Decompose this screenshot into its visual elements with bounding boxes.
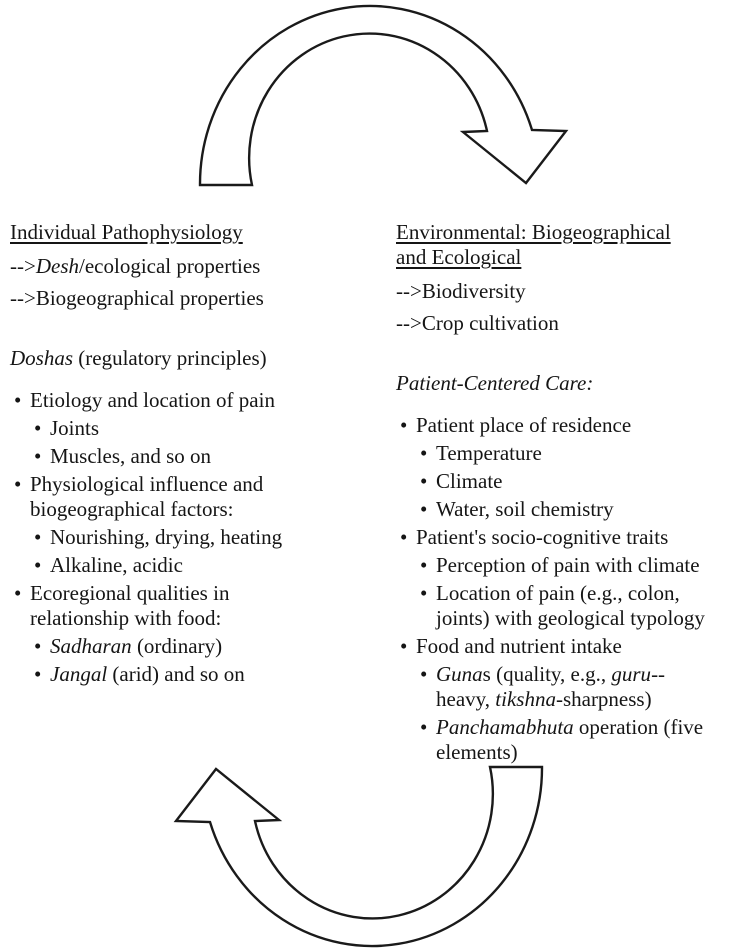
text-segment: Sadharan [50, 634, 132, 658]
bullet-text [436, 553, 700, 577]
bullet-text [436, 581, 705, 630]
bullet-item [396, 441, 738, 466]
text-segment: Panchamabhuta [436, 715, 574, 739]
text-segment: guru [611, 662, 652, 686]
bullet-text [50, 553, 183, 577]
bullet-item [10, 388, 378, 413]
right-column-heading [396, 220, 738, 270]
text-segment: heavy, [436, 687, 496, 711]
cycle-arrow-top-icon [200, 6, 566, 185]
text-segment: Food and nutrient intake [416, 634, 622, 658]
bullet-text [30, 388, 275, 412]
bullet-item [396, 525, 738, 550]
bullet-text [436, 662, 665, 711]
bullet-text [50, 416, 99, 440]
text-segment: biogeographical factors: [30, 497, 234, 521]
bullet-item [10, 662, 378, 687]
text-segment: relationship with food: [30, 606, 222, 630]
bullet-item [396, 497, 738, 522]
text-segment: Ecoregional qualities in [30, 581, 230, 605]
text-segment: Location of pain (e.g., colon, [436, 581, 680, 605]
bullet-text [416, 525, 668, 549]
text-segment: Joints [50, 416, 100, 440]
bullet-item [10, 472, 378, 522]
right-mapping-line-2 [396, 311, 738, 336]
left-column-heading [10, 220, 378, 245]
text-segment: -->Biodiversity [396, 279, 526, 303]
text-segment: s (quality, e.g., [482, 662, 612, 686]
bullet-item [10, 581, 378, 631]
text-segment: Physiological influence and [30, 472, 264, 496]
bullet-item [396, 413, 738, 438]
bullet-text [50, 634, 222, 658]
text-segment: (arid) and so on [107, 662, 245, 686]
text-segment: operation (five [573, 715, 704, 739]
text-segment: joints) with geological typology [436, 606, 705, 630]
text-segment: Desh [35, 254, 80, 278]
left-mapping-line-2 [10, 286, 378, 311]
bullet-item [396, 662, 738, 712]
text-segment: Temperature [436, 441, 542, 465]
bullet-text [50, 444, 211, 468]
bullet-text [416, 413, 631, 437]
text-segment: /ecological properties [79, 254, 261, 278]
text-segment: (ordinary) [131, 634, 223, 658]
bullet-text [436, 497, 614, 521]
text-segment: -sharpness) [555, 687, 652, 711]
individual-pathophysiology-section [10, 220, 378, 690]
bullet-item [10, 634, 378, 659]
bullet-item [10, 525, 378, 550]
text-segment: elements) [436, 740, 518, 764]
bullet-item [10, 444, 378, 469]
text-segment: Muscles, and so on [50, 444, 211, 468]
left-mapping-line-1 [10, 254, 378, 279]
bullet-text [50, 525, 282, 549]
bullet-text [416, 634, 622, 658]
bullet-item [10, 553, 378, 578]
bullet-item [396, 469, 738, 494]
text-segment: Guna [436, 662, 483, 686]
bullet-text [30, 581, 229, 630]
text-segment: Climate [436, 469, 503, 493]
text-segment: -- [651, 662, 666, 686]
right-section-label [396, 371, 738, 396]
environmental-section [396, 220, 738, 768]
text-segment: -->Biogeographical properties [10, 286, 264, 310]
bullet-text [436, 715, 703, 764]
text-segment: Patient-Centered Care: [396, 371, 594, 395]
cycle-arrow-bottom-icon [176, 767, 542, 946]
text-segment: Water, soil chemistry [436, 497, 614, 521]
bullet-item [396, 581, 738, 631]
text-segment: --> [10, 254, 36, 278]
text-segment: Jangal [50, 662, 108, 686]
text-segment: Doshas [10, 346, 74, 370]
bullet-item [396, 715, 738, 765]
bullet-item [396, 634, 738, 659]
text-segment: (regulatory principles) [73, 346, 267, 370]
bullet-text [50, 662, 245, 686]
text-segment: Individual Pathophysiology [10, 220, 243, 244]
right-bullet-list [396, 413, 738, 765]
left-bullet-list [10, 388, 378, 687]
bullet-item [396, 553, 738, 578]
left-section-label [10, 346, 378, 371]
text-segment: Alkaline, acidic [50, 553, 183, 577]
bullet-text [436, 441, 542, 465]
text-segment: Etiology and location of pain [30, 388, 275, 412]
text-segment: and Ecological [396, 245, 522, 269]
right-mapping-line-1 [396, 279, 738, 304]
text-segment: Patient place of residence [416, 413, 632, 437]
text-segment: Perception of pain with climate [436, 553, 700, 577]
text-segment: -->Crop cultivation [396, 311, 559, 335]
bullet-text [30, 472, 263, 521]
text-segment: Environmental: Biogeographical [396, 220, 671, 244]
text-segment: tikshna [495, 687, 556, 711]
bullet-text [436, 469, 503, 493]
text-segment: Nourishing, drying, heating [50, 525, 283, 549]
bullet-item [10, 416, 378, 441]
text-segment: Patient's socio-cognitive traits [416, 525, 669, 549]
